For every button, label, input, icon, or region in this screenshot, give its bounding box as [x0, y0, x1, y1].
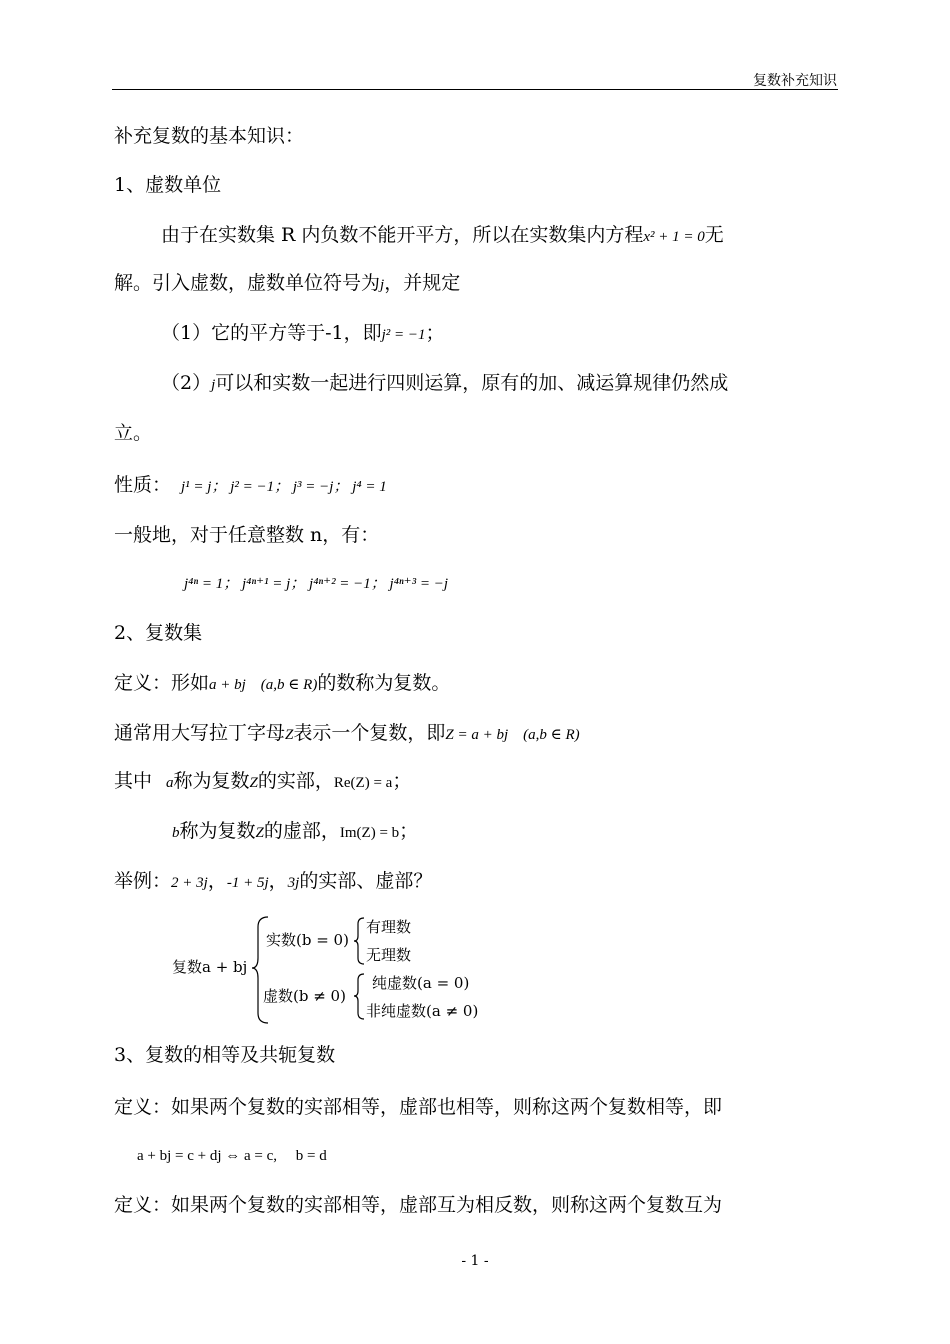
- text: 称为复数: [173, 770, 250, 792]
- separator: ，: [268, 870, 288, 892]
- properties-line: [114, 476, 387, 495]
- tree-root: 复数a + bj: [172, 958, 248, 976]
- rule-2-continued: 立。: [114, 422, 153, 444]
- header-title: 复数补充知识: [753, 73, 837, 89]
- text: 的虚部，: [263, 820, 340, 842]
- math-example-1: 2 + 3j: [171, 875, 208, 891]
- math-equation: j² = −1: [381, 327, 426, 343]
- text: 通常用大写拉丁字母: [114, 722, 286, 744]
- text: （2）: [161, 372, 212, 394]
- text: 定义：形如: [114, 672, 210, 694]
- tree-real: 实数(b = 0): [266, 931, 349, 949]
- text: 举例：: [114, 870, 172, 892]
- label: 性质：: [114, 474, 172, 496]
- math-equation: Z = a + bj (a,b ∈ R): [445, 727, 580, 743]
- section2-title: 2、复数集: [114, 622, 203, 644]
- math-j: j: [380, 277, 385, 293]
- text: 解。引入虚数，虚数单位符号为: [114, 272, 381, 294]
- conjugate-definition: 定义：如果两个复数的实部相等，虚部互为相反数，则称这两个复数互为: [114, 1194, 723, 1216]
- text: 称为复数: [179, 820, 256, 842]
- header-rule: [112, 89, 838, 90]
- math-example-3: 3j: [287, 875, 300, 891]
- section1-title: 1、虚数单位: [114, 174, 222, 196]
- tree-nonpure: 非纯虚数(a ≠ 0): [366, 1002, 479, 1020]
- text: （1）它的平方等于-1，即: [161, 322, 382, 344]
- text: 可以和实数一起进行四则运算，原有的加、减运算规律仍然成: [215, 372, 729, 394]
- math-j: j: [211, 377, 216, 393]
- math-Z: Z: [255, 825, 264, 841]
- math-b: b: [172, 825, 180, 841]
- s1-paragraph-2: [114, 274, 460, 293]
- text: 的实部、虚部？: [299, 870, 433, 892]
- general-math: j⁴ⁿ = 1； j⁴ⁿ⁺¹ = j； j⁴ⁿ⁺² = −1； j⁴ⁿ⁺³ = −j: [184, 576, 448, 592]
- equality-math: a + bj = c + dj ⇔ a = c, b = d: [137, 1148, 327, 1164]
- text: 由于在实数集 R 内负数不能开平方，所以在实数集内方程: [161, 224, 644, 246]
- math-Z: Z: [249, 775, 258, 791]
- math-re: Re(Z) = a: [333, 775, 393, 791]
- text: 的实部，: [257, 770, 334, 792]
- text: 的数称为复数。: [317, 672, 451, 694]
- tree-irrational: 无理数: [366, 946, 412, 964]
- text: ；: [425, 322, 445, 344]
- tree-pure: 纯虚数(a = 0): [372, 974, 470, 992]
- text: 其中: [114, 770, 153, 792]
- text: ，并规定: [384, 272, 461, 294]
- page-number: - 1 -: [461, 1253, 489, 1269]
- math-definition: a + bj (a,b ∈ R): [209, 677, 318, 693]
- s1-paragraph-1: [161, 226, 724, 245]
- text: ；: [399, 820, 419, 842]
- definition-line: [114, 674, 450, 693]
- math-a: a: [166, 775, 174, 791]
- usual-line: [114, 724, 580, 743]
- example-line: [114, 872, 432, 891]
- tree-imag: 虚数(b ≠ 0): [263, 987, 346, 1005]
- real-part-line: [114, 772, 411, 791]
- rule-1: [161, 324, 445, 343]
- imag-brace: [354, 974, 364, 1019]
- math-Z: Z: [285, 727, 294, 743]
- section3-title: 3、复数的相等及共轭复数: [114, 1044, 336, 1066]
- math-im: Im(Z) = b: [339, 825, 400, 841]
- imag-part-line: [172, 822, 418, 841]
- math-example-2: -1 + 5j: [226, 875, 269, 891]
- general-line: 一般地，对于任意整数 n，有：: [114, 524, 380, 546]
- text: ；: [392, 770, 412, 792]
- text: 表示一个复数，即: [293, 722, 446, 744]
- tree-rational: 有理数: [366, 918, 412, 936]
- separator: ，: [207, 870, 227, 892]
- rule-2: [161, 374, 728, 393]
- math-properties: j¹ = j； j² = −1； j³ = −j； j⁴ = 1: [181, 479, 387, 495]
- text: 无: [704, 224, 724, 246]
- equality-definition: 定义：如果两个复数的实部相等，虚部也相等，则称这两个复数相等，即: [114, 1096, 723, 1118]
- math-equation: x² + 1 = 0: [643, 229, 705, 245]
- intro-line: 补充复数的基本知识：: [114, 125, 305, 147]
- real-brace: [354, 918, 364, 964]
